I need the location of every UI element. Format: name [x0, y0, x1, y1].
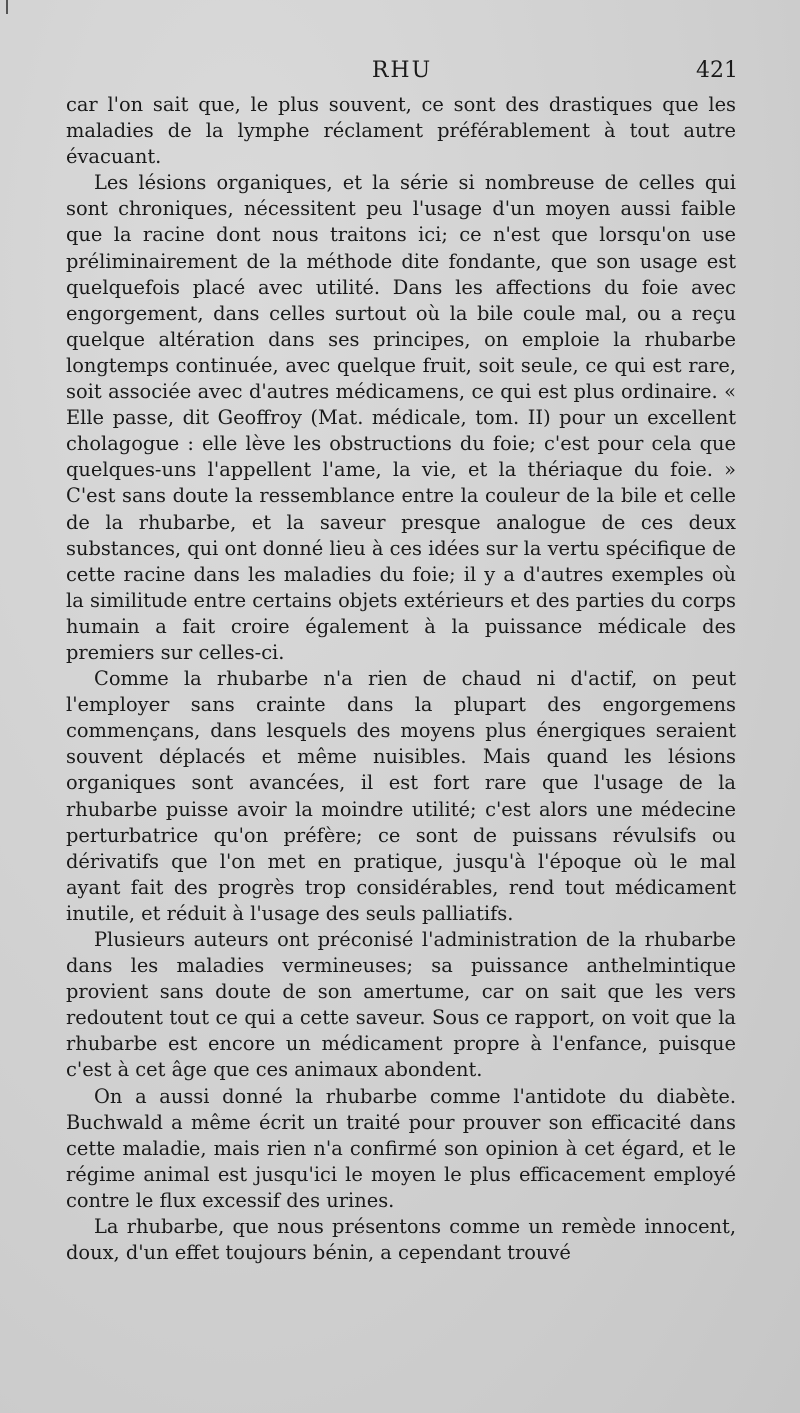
- paragraph-6: La rhubarbe, que nous présentons comme un remède innocent, doux, d'un effet toujours bénin, a cependant trouvé: [66, 1215, 736, 1265]
- page-number: 421: [696, 58, 738, 83]
- paragraph-3: Comme la rhubarbe n'a rien de chaud ni d'actif, on peut l'employer sans crainte dans la plupart des engorgemens commençans, dans lesquels des moyens plus énergiques seraient souvent déplacés et même nuisibles. Mais quand les lésions organiques sont avancées, il est fort rare que l'usage de la rhubarbe puisse avoir la moindre utilité; c'est alors une médecine perturbatrice qu'on préfère; ce sont de puissans révulsifs ou dérivatifs que l'on met en pratique, jusqu'à l'époque où le mal ayant fait des progrès trop considérables, rend tout médicament inutile, et réduit à l'usage des seuls palliatifs.: [66, 667, 736, 925]
- paragraph-1: car l'on sait que, le plus souvent, ce sont des drastiques que les maladies de la lymphe réclament préférablement à tout autre évacuant.: [66, 93, 736, 169]
- body-text: [66, 92, 736, 1266]
- paragraph-5: On a aussi donné la rhubarbe comme l'antidote du diabète. Buchwald a même écrit un traité pour prouver son efficacité dans cette maladie, mais rien n'a confirmé son opinion à cet égard, et le régime animal est jusqu'ici le moyen le plus efficacement employé contre le flux excessif des urines.: [66, 1084, 736, 1212]
- binding-mark: [6, 0, 8, 14]
- running-header: [66, 58, 738, 92]
- paragraph-4: Plusieurs auteurs ont préconisé l'administration de la rhubarbe dans les maladies vermineuses; sa puissance anthelmintique provient sans doute de son amertume, car on sait que les vers redoutent tout ce qui a cette saveur. Sous ce rapport, on voit que la rhubarbe est encore un médicament propre à l'enfance, puisque c'est à cet âge que ces animaux abondent.: [66, 928, 736, 1082]
- paragraph-2: Les lésions organiques, et la série si nombreuse de celles qui sont chroniques, nécessitent peu l'usage d'un moyen aussi faible que la racine dont nous traitons ici; ce n'est que lorsqu'on use préliminairement de la méthode dite fondante, que son usage est quelquefois placé avec utilité. Dans les affections du foie avec engorgement, dans celles surtout où la bile coule mal, ou a reçu quelque altération dans ses principes, on emploie la rhubarbe longtemps continuée, avec quelque fruit, soit seule, ce qui est rare, soit associée avec d'autres médicamens, ce qui est plus ordinaire. « Elle passe, dit Geoffroy (Mat. médicale, tom. II) pour un excellent cholagogue : elle lève les obstructions du foie; c'est pour cela que quelques-uns l'appellent l'ame, la vie, et la thériaque du foie. » C'est sans doute la ressemblance entre la couleur de la bile et celle de la rhubarbe, et la saveur presque analogue de ces deux substances, qui ont donné lieu à ces idées sur la vertu spécifique de cette racine dans les maladies du foie; il y a d'autres exemples où la similitude entre certains objets extérieurs et des parties du corps humain a fait croire également à la puissance médicale des premiers sur celles-ci.: [66, 171, 736, 664]
- running-title: RHU: [371, 58, 433, 83]
